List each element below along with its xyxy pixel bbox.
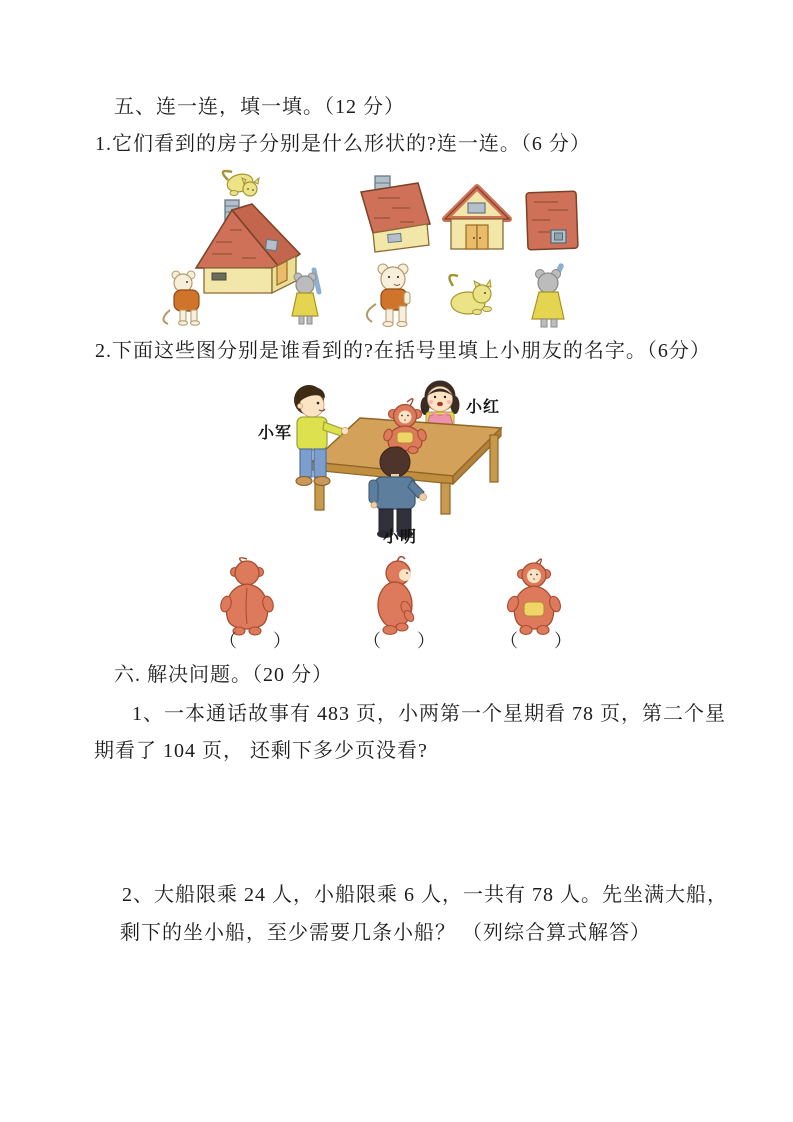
house-top-view-icon — [526, 191, 578, 250]
label-xiaojun: 小军 — [258, 425, 293, 442]
section-six-heading: 六. 解决问题。（20 分） — [114, 664, 333, 686]
cat-crouching-icon — [449, 275, 491, 314]
section-five-heading: 五、连一连，填一填。（12 分） — [114, 96, 405, 118]
house-front-view-icon — [445, 187, 509, 249]
mouse-orange-left-icon — [163, 271, 199, 325]
answer-bracket-2: （ ） — [363, 631, 435, 651]
label-xiaoming: 小明 — [383, 529, 418, 546]
table-scene-illustration — [245, 372, 565, 544]
doll-back-view-icon — [219, 558, 275, 635]
doll-front-view-icon — [506, 559, 563, 634]
question-6-1-line2: 期看了 104 页， 还剩下多少页没看? — [94, 740, 428, 762]
doll-side-view-icon — [378, 557, 416, 635]
mouse-gray-back-left-icon — [292, 270, 319, 324]
cat-top-view-icon — [223, 171, 259, 196]
answer-bracket-1: （ ） — [219, 631, 291, 651]
label-xiaohong: 小红 — [466, 399, 501, 416]
answer-bracket-3: （ ） — [500, 631, 572, 651]
question-2-text: 2.下面这些图分别是谁看到的?在括号里填上小朋友的名字。（6分） — [95, 340, 711, 362]
question-6-2-line1: 2、大船限乘 24 人，小船限乘 6 人，一共有 78 人。先坐满大船， — [122, 884, 728, 906]
girl-xiaohong-icon — [421, 381, 460, 429]
question-6-2-line2: 剩下的坐小船，至少需要几条小船？ （列综合算式解答） — [120, 922, 651, 944]
question-1-text: 1.它们看到的房子分别是什么形状的?连一连。（6 分） — [95, 133, 591, 155]
mouse-gray-back-right-icon — [532, 266, 564, 327]
mouse-orange-walking-icon — [367, 264, 410, 327]
question-6-1-line1: 1、一本通话故事有 483 页，小两第一个星期看 78 页，第二个星 — [132, 703, 726, 725]
house-back-view-icon — [361, 176, 430, 252]
house-3d-icon — [196, 200, 300, 293]
house-matching-illustration — [150, 162, 605, 334]
